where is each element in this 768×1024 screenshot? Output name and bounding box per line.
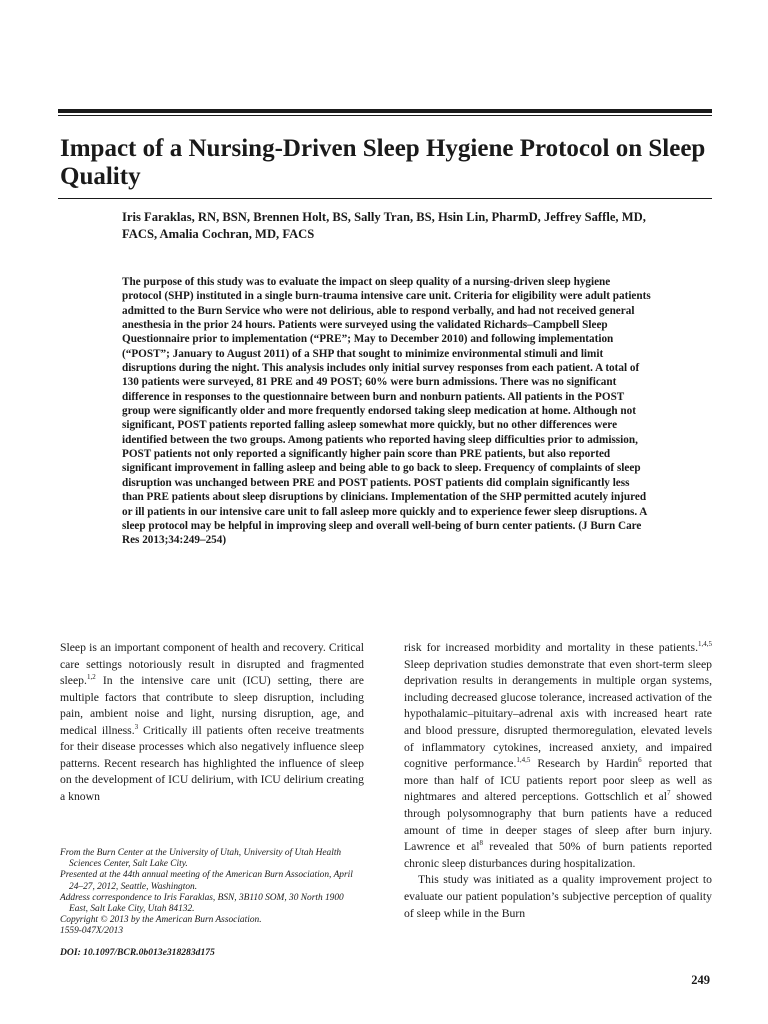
- header-rule-thin: [58, 115, 712, 116]
- citation-ref: 1,2: [86, 673, 96, 682]
- body-right-column: [404, 640, 712, 922]
- body-paragraph: [404, 640, 712, 872]
- footnote-presented: Presented at the 44th annual meeting of the American Burn Association, April 24–27, 2012, Seattle, Washington.: [60, 870, 353, 892]
- citation-ref: 7: [666, 789, 671, 798]
- title-rule: [58, 198, 712, 199]
- header-rule-thick: [58, 109, 712, 113]
- citation-ref: 6: [638, 756, 642, 765]
- body-text: showed through polysomnography that burn patients have a reduced amount of time in deeper stages of sleep after burn injury. Lawrence et al: [404, 790, 712, 854]
- citation-ref: 1,4,5: [698, 640, 712, 649]
- page-number: 249: [691, 973, 710, 987]
- author-list: Iris Faraklas, RN, BSN, Brennen Holt, BS, Sally Tran, BS, Hsin Lin, PharmD, Jeffrey Saffle, MD, FACS, Amalia Cochran, MD, FACS: [122, 210, 646, 241]
- article-title: Impact of a Nursing-Driven Sleep Hygiene Protocol on Sleep Quality: [60, 135, 706, 190]
- body-text: Sleep deprivation studies demonstrate that even short-term sleep deprivation results in derangements in multiple organ systems, including decreased glucose tolerance, increased activation of the hypothalamic–pituitary–adrenal axis with increased heart rate and blood pressure, disrupted thermoregulation, elevated levels of inflammatory cytokines, increased anxiety, and impaired cognitive performance.: [404, 657, 712, 771]
- citation-ref: 8: [479, 839, 484, 848]
- footnote-correspondence: Address correspondence to Iris Faraklas, BSN, 3B110 SOM, 30 North 1900 East, Salt Lake City, Utah 84132.: [60, 892, 344, 915]
- body-text: In the intensive care unit (ICU) setting, there are multiple factors that contribute to sleep disruption, including pain, ambient noise and light, nursing disruption, age, and medical illness.: [60, 674, 364, 737]
- footnote-affiliation: From the Burn Center at the University of Utah, University of Utah Health Sciences Center, Salt Lake City.: [60, 848, 342, 870]
- footnotes: [60, 848, 360, 938]
- body-text: risk for increased morbidity and mortality in these patients.: [404, 641, 698, 654]
- body-text: Critically ill patients often receive treatments for their disease processes which also negatively influence sleep patterns. Recent research has highlighted the influence of sleep on the development of ICU delirium, with ICU delirium creating a known: [60, 723, 364, 803]
- abstract: The purpose of this study was to evaluate the impact on sleep quality of a nursing-driven sleep hygiene protocol (SHP) instituted in a single burn-trauma intensive care unit. Criteria for eligibility were adult patients admitted to the Burn Service who were not delirious, able to respond verbally, and had not received general anesthesia in the prior 24 hours. Patients were surveyed using the validated Richards–Campbell Sleep Questionnaire prior to implementation (“PRE”; May to December 2010) and following implementation (“POST”; January to August 2011) of a SHP that sought to minimize environmental stimuli and limit disruptions during the night. This analysis includes only initial survey responses from each patient. A total of 130 patients were surveyed, 81 PRE and 49 POST; 60% were burn admissions. There was no significant difference in responses to the questionnaire between burn and nonburn patients. All patients in the POST group were significantly older and more frequently endorsed taking sleep medication at home. Although not significant, POST patients reported falling asleep somewhat more quickly, but no other differences were identified between the two groups. Among patients who reported having sleep difficulties prior to admission, POST patients not only reported a significantly higher pain score than PRE patients, but also reported significant improvement in falling asleep and being able to go back to sleep. Frequency of complaints of sleep disruption was unchanged between PRE and POST patients. POST patients did complain significantly less than PRE patients about sleep disruptions by clinicians. Implementation of the SHP permitted acutely injured or ill patients in our intensive care unit to fall asleep more quickly and to experience fewer sleep disruptions. A sleep protocol may be helpful in improving sleep and overall well-being of burn center patients. (J Burn Care Res 2013;34:249–254): [122, 276, 651, 547]
- body-text: Sleep is an important component of health and recovery. Critical care settings notoriously result in disrupted and fragmented sleep.: [60, 641, 364, 687]
- footnote-copyright: Copyright © 2013 by the American Burn Association.: [60, 915, 262, 926]
- body-paragraph: This study was initiated as a quality improvement project to evaluate our patient population’s subjective perception of quality of sleep while in the Burn: [404, 873, 712, 920]
- body-text: Research by Hardin: [530, 757, 639, 771]
- body-text: revealed that 50% of burn patients reported chronic sleep disturbances during hospitalization.: [404, 840, 712, 870]
- citation-ref: 1,4,5: [516, 756, 531, 765]
- footnote-issn: 1559-047X/2013: [60, 926, 124, 937]
- body-text: reported that more than half of ICU patients report poor sleep as well as nightmares and altered perceptions. Gottschlich et al: [404, 757, 712, 804]
- doi: DOI: 10.1097/BCR.0b013e318283d175: [60, 947, 215, 958]
- citation-ref: 3: [134, 722, 139, 731]
- body-left-column: [60, 640, 364, 805]
